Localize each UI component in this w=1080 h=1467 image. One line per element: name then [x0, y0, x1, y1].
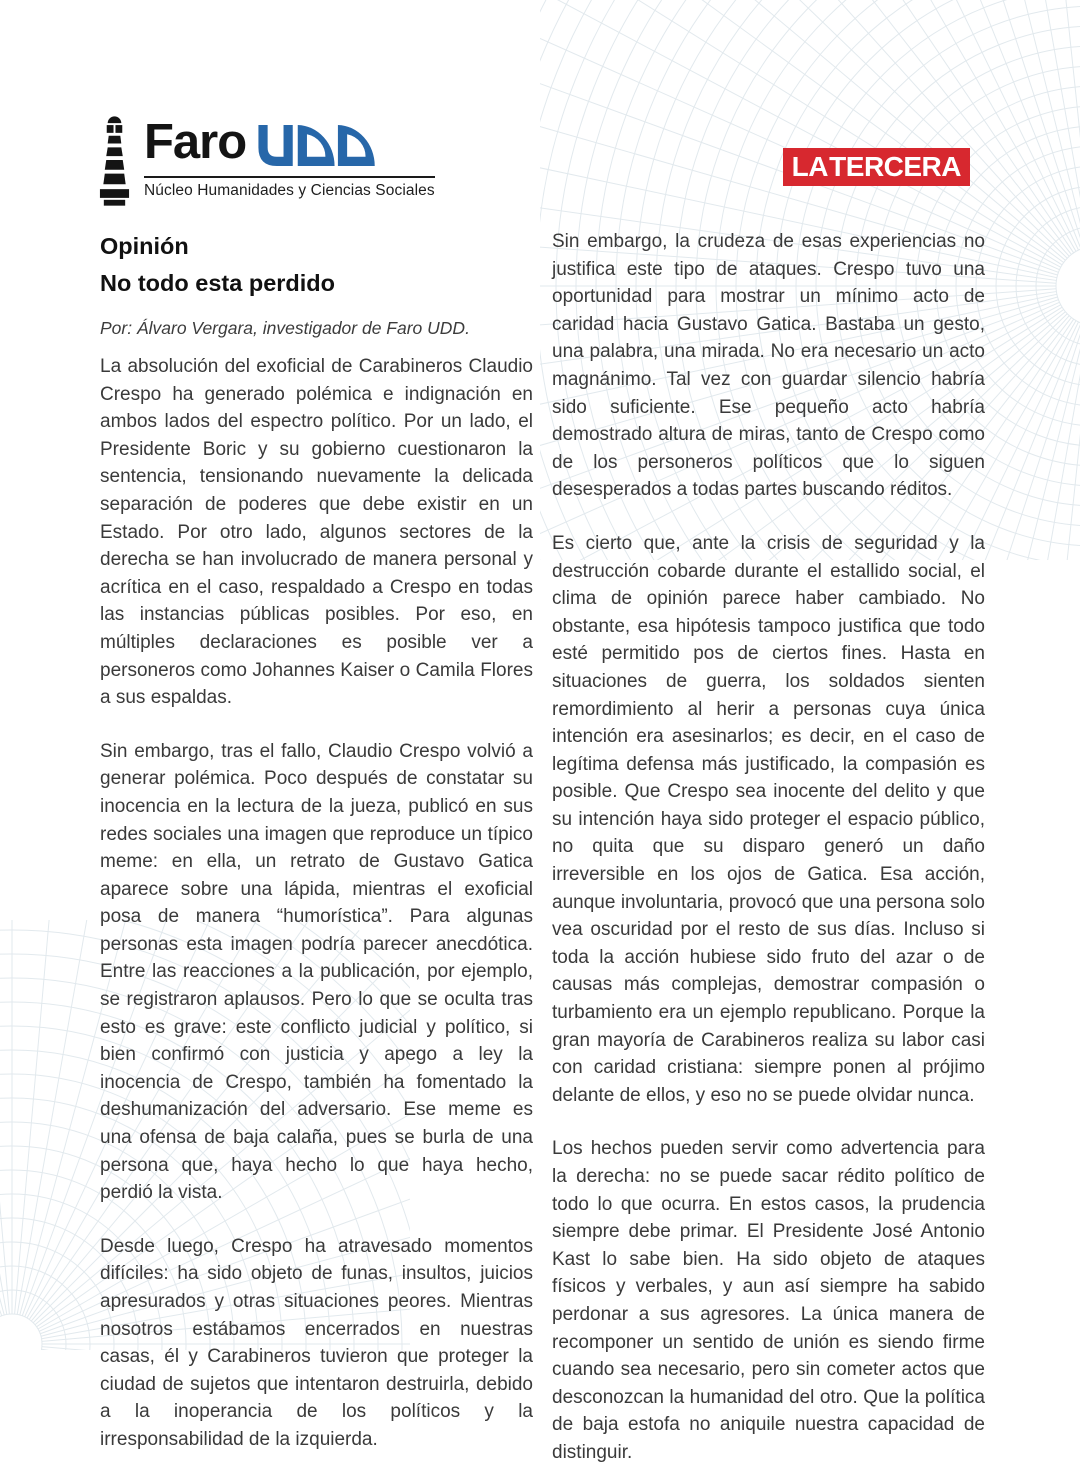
- paragraph: Desde luego, Crespo ha atravesado momentos difíciles: ha sido objeto de funas, insultos, juicios apresurados y otras situaciones peores. Mientras nosotros estábamos encerrados en nuestras casas, él y Carabineros tuvieron que proteger la ciudad de sujetos que intentaron destruirla, debido a la inoperancia de los políticos y la irresponsabilidad de la izquierda.: [100, 1235, 533, 1450]
- udd-logo-icon: [258, 125, 376, 171]
- logo-text-block: [144, 116, 435, 200]
- paragraph: Es cierto que, ante la crisis de seguridad y la destrucción cobarde durante el estallido social, el clima de opinión parece haber cambiado. No obstante, esa hipótesis tampoco justifica que todo esté permitido pos de ciertos fines. Hasta en situaciones de guerra, los soldados sienten remordimiento al herir a personas cuya única intención era asesinarlos; es decir, en el caso de legítima defensa más justificado, la compasión es posible. Que Crespo sea inocente del delito y que su intención haya sido proteger el espacio público, no quita que su disparo generó un daño irreversible en los ojos de Gatica. Esa acción, aunque involuntaria, provocó que una persona solo vea oscuridad por el resto de sus días. Incluso si toda la acción hubiese sido fruto del azar o de causas más complejas, demostrar compasión o turbamiento era un ejemplo republicano. Porque la gran mayoría de Carabineros realiza su labor casi con caridad cristiana: siempre ponen al prójimo delante de ellos, y eso no se puede olvidar nunca.: [552, 532, 985, 1106]
- latercera-logo: LA TERCERA: [783, 148, 970, 186]
- article-title: No todo esta perdido: [100, 270, 335, 296]
- spacer: [100, 339, 533, 353]
- page-header: [0, 0, 1080, 228]
- faro-udd-logo: [98, 116, 435, 211]
- brand-faro-wordmark: Faro: [144, 115, 247, 169]
- article-columns: [0, 228, 1080, 1467]
- left-column: [100, 228, 533, 1454]
- article-byline: Por: Álvaro Vergara, investigador de Faro UDD.: [100, 318, 470, 338]
- paragraph: Sin embargo, tras el fallo, Claudio Crespo volvió a generar polémica. Poco después de constatar su inocencia en la lectura de la jueza, publicó en sus redes sociales una imagen que reproduce un típico meme: en ella, un retrato de Gustavo Gatica aparece sobre una lápida, mientras el exoficial posa de manera “humorística”. Para algunas personas esta imagen podría parecer anecdótica. Entre las reacciones a la publicación, por ejemplo, se registraron aplausos. Pero lo que se oculta tras esto es grave: este conflicto judicial y político, si bien confirmó con justicia y apego a ley la inocencia de Crespo, también ha fomentado la deshumanización del adversario. Ese meme es una ofensa de baja calaña, pues se burla de una persona que, haya hecho lo que haya hecho, perdió la vista.: [100, 740, 533, 1204]
- lighthouse-icon: [98, 116, 131, 211]
- paragraph: Sin embargo, la crudeza de esas experiencias no justifica este tipo de ataques. Crespo tuvo una oportunidad para mostrar un mínimo acto de caridad hacia Gustavo Gatica. Bastaba un gesto, una palabra, una mirada. No era necesario un acto magnánimo. Tal vez con guardar silencio habría sido suficiente. Ese pequeño acto habría demostrado altura de miras, tanto de Crespo como de los personeros políticos que lo siguen desesperados a todas partes buscando réditos.: [552, 231, 985, 501]
- article-kicker: Opinión: [100, 233, 189, 259]
- paragraph: La absolución del exoficial de Carabineros Claudio Crespo ha generado polémica e indignación en ambos lados del espectro político. Por un lado, el Presidente Boric y su gobierno cuestionaron la sentencia, tensionando nuevamente la delicada separación de poderes que debe existir en un Estado. Por otro lado, algunos sectores de la derecha se han involucrado de manera personal y acrítica en el caso, respaldado a Crespo en todas las instancias públicas posibles. Por eso, en múltiples declaraciones es posible ver a personeros como Johannes Kaiser o Camila Flores a sus espaldas.: [100, 356, 533, 709]
- paragraph: Los hechos pueden servir como advertencia para la derecha: no se puede sacar rédito político de todo lo que ocurra. En estos casos, la prudencia siempre debe primar. El Presidente José Antonio Kast lo sabe bien. Ha sido objeto de ataques físicos y verbales, y aun así siempre ha sabido perdonar a sus agresores. La única manera de recomponer un sentido de unión es siendo firme cuando sea necesario, pero sin cometer actos que desconozcan la humanidad del otro. Que la política de baja estofa no aniquile nuestra capacidad de distinguir.: [552, 1138, 985, 1463]
- brand-row: [144, 116, 435, 178]
- logo-tagline: Núcleo Humanidades y Ciencias Sociales: [144, 182, 435, 199]
- right-column: [552, 228, 985, 1467]
